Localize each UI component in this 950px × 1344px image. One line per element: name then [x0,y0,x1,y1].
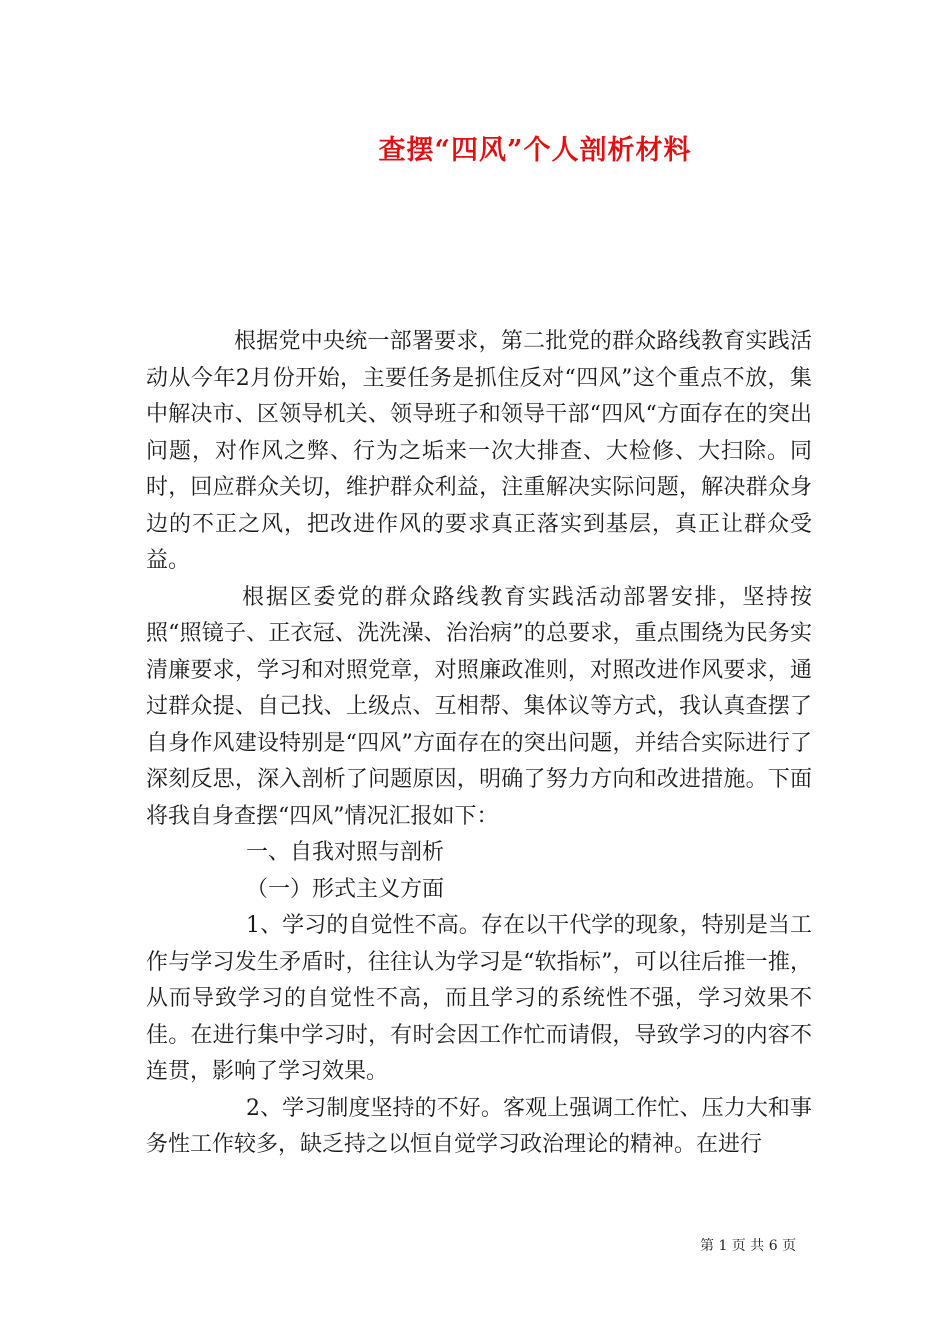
section-heading: 一、自我对照与剖析 [246,840,445,865]
document-body [146,324,812,1164]
document-title: 查摆“四风”个人剖析材料 [378,135,692,166]
page-number: 第 1 页 共 6 页 [700,1238,797,1254]
paragraph-intro: 根据党中央统一部署要求，第二批党的群众路线教育实践活动从今年2月份开始，主要任务是抓住反对“四风”这个重点不放，集中解决市、区领导机关、领导班子和领导干部“四风“方面存在的突出问题，对作风之弊、行为之垢来一次大排查、大检修、大扫除。同时，回应群众关切，维护群众利益，注重解决实际问题，解决群众身边的不正之风，把改进作风的要求真正落实到基层，真正让群众受益。 [146,329,812,573]
paragraph-item-1: 1、学习的自觉性不高。存在以干代学的现象，特别是当工作与学习发生矛盾时，往往认为学习是“软指标”，可以往后推一推，从而导致学习的自觉性不高，而且学习的系统性不强，学习效果不佳。在进行集中学习时，有时会因工作忙而请假，导致学习的内容不连贯，影响了学习效果。 [146,913,812,1084]
subsection-heading: （一）形式主义方面 [246,876,445,902]
paragraph-item-2: 2、学习制度坚持的不好。客观上强调工作忙、压力大和事务性工作较多，缺乏持之以恒自觉学习政治理论的精神。在进行 [146,1095,812,1157]
paragraph-arrangement: 根据区委党的群众路线教育实践活动部署安排，坚持按照“照镜子、正衣冠、洗洗澡、治治病”的总要求，重点围绕为民务实清廉要求，学习和对照党章，对照廉政准则，对照改进作风要求，通过群众提、自己找、上级点、互相帮、集体议等方式，我认真查摆了自身作风建设特别是“四风”方面存在的突出问题，并结合实际进行了深刻反思，深入剖析了问题原因，明确了努力方向和改进措施。下面将我自身查摆“四风”情况汇报如下： [146,584,812,829]
